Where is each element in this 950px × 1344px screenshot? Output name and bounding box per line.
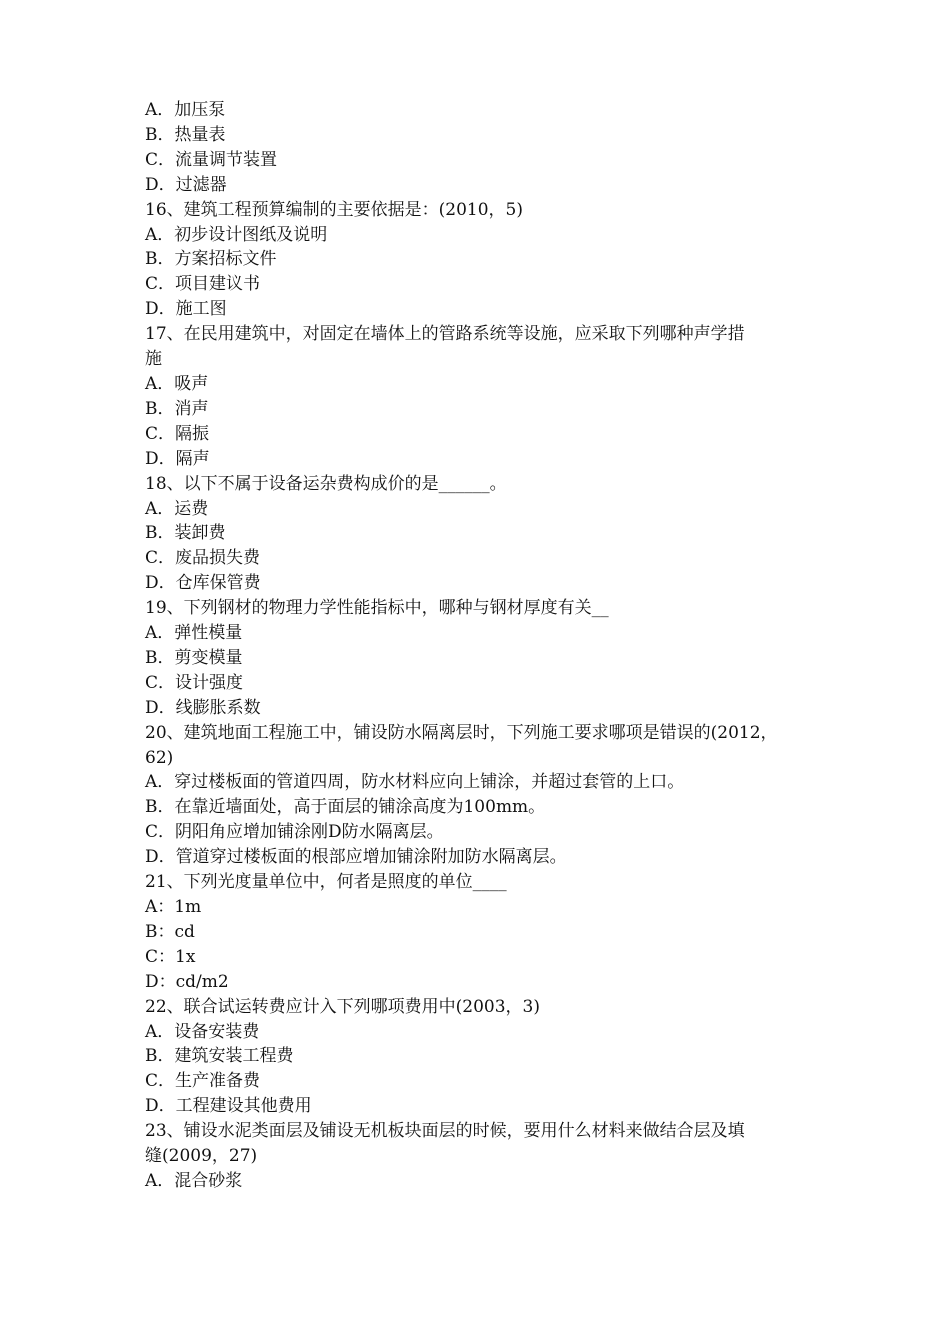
text-line: D．管道穿过楼板面的根部应增加铺涂附加防水隔离层。 — [145, 847, 567, 868]
question-22: 22、联合试运转费应计入下列哪项费用中(2003，3) — [145, 996, 540, 1017]
text-line: A．设备安装费 — [145, 1021, 260, 1042]
text-line: B．在靠近墙面处，高于面层的铺涂高度为100mm。 — [145, 797, 546, 818]
question-20-cont: 62) — [145, 747, 174, 768]
text-line: D．工程建设其他费用 — [145, 1096, 312, 1117]
document-page — [145, 98, 815, 1194]
text-line: A．吸声 — [145, 373, 209, 394]
text-line: C．隔振 — [145, 423, 210, 444]
text-line: A．混合砂浆 — [145, 1170, 243, 1191]
text-line: C．阴阳角应增加铺涂刚D防水隔离层。 — [145, 822, 444, 843]
text-line: D：cd/m2 — [145, 971, 229, 992]
text-line: B．建筑安装工程费 — [145, 1046, 294, 1067]
text-line: A．弹性模量 — [145, 623, 243, 644]
question-23: 23、铺设水泥类面层及铺设无机板块面层的时候，要用什么材料来做结合层及填 — [145, 1121, 745, 1142]
text-line: A．穿过楼板面的管道四周，防水材料应向上铺涂，并超过套管的上口。 — [145, 772, 685, 793]
text-line: D．施工图 — [145, 299, 227, 320]
question-21: 21、下列光度量单位中，何者是照度的单位____ — [145, 872, 507, 893]
text-line: A．初步设计图纸及说明 — [145, 224, 328, 245]
text-line: B．装卸费 — [145, 523, 226, 544]
question-17: 17、在民用建筑中，对固定在墙体上的管路系统等设施，应采取下列哪种声学措 — [145, 324, 745, 345]
text-line: B．消声 — [145, 398, 209, 419]
text-line: D．过滤器 — [145, 174, 227, 195]
text-line: C．项目建议书 — [145, 274, 261, 295]
text-line: C．流量调节装置 — [145, 149, 278, 170]
question-20: 20、建筑地面工程施工中，铺设防水隔离层时，下列施工要求哪项是错误的(2012， — [145, 722, 778, 743]
question-23-cont: 缝(2009，27) — [145, 1146, 258, 1167]
text-line: D．线膨胀系数 — [145, 697, 261, 718]
question-19: 19、下列钢材的物理力学性能指标中，哪种与钢材厚度有关__ — [145, 598, 609, 619]
text-line: A．加压泵 — [145, 100, 226, 120]
text-line: A．运费 — [145, 498, 209, 519]
text-line: B．方案招标文件 — [145, 249, 277, 270]
text-line: C．废品损失费 — [145, 548, 261, 569]
question-18: 18、以下不属于设备运杂费构成价的是______。 — [145, 473, 507, 494]
text-line: C．生产准备费 — [145, 1071, 261, 1092]
text-line: C：1x — [145, 946, 196, 967]
text-line: B．剪变模量 — [145, 647, 243, 668]
question-17-cont: 施 — [145, 349, 162, 370]
question-16: 16、建筑工程预算编制的主要依据是：(2010，5) — [145, 199, 523, 220]
text-line: B：cd — [145, 921, 195, 942]
text-line: B．热量表 — [145, 124, 226, 145]
text-line: C．设计强度 — [145, 672, 244, 693]
text-line: A：1m — [145, 897, 202, 917]
text-line: D．隔声 — [145, 448, 210, 469]
text-line: D．仓库保管费 — [145, 573, 261, 594]
